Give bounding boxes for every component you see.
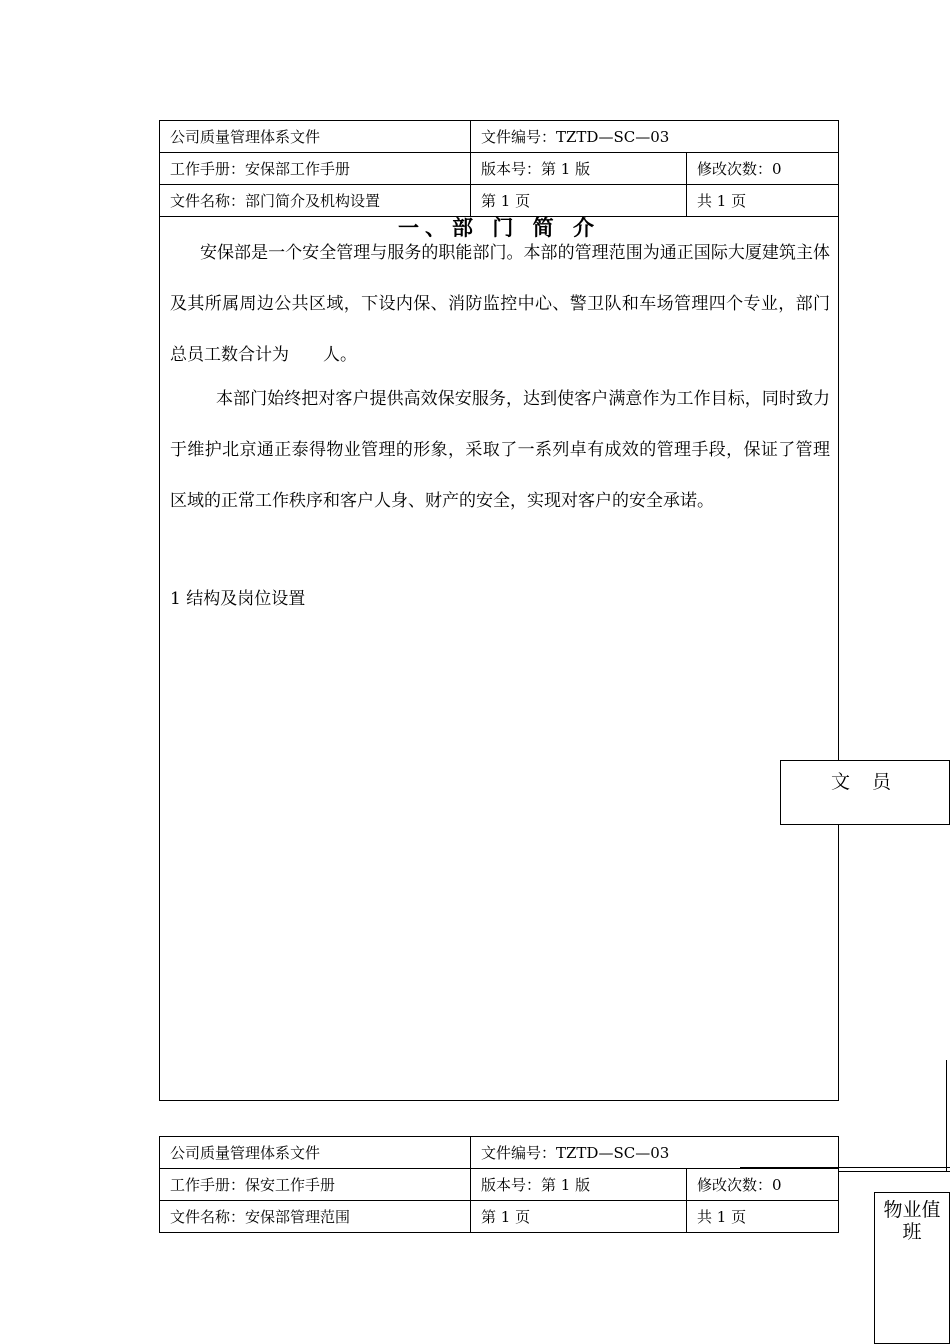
doc-number: 文件编号：TZTD—SC—03 [471, 121, 839, 153]
revision-count: 修改次数：0 [687, 1169, 839, 1201]
company-doc-label: 公司质量管理体系文件 [160, 121, 471, 153]
total-pages: 共 1 页 [687, 1201, 839, 1233]
version: 版本号：第 1 版 [471, 1169, 687, 1201]
org-box-property-duty-label: 物业值班 [883, 1199, 941, 1243]
revision-count: 修改次数：0 [687, 153, 839, 185]
structure-subheading: 1 结构及岗位设置 [170, 589, 306, 609]
doc-number: 文件编号：TZTD—SC—03 [471, 1137, 839, 1169]
version: 版本号：第 1 版 [471, 153, 687, 185]
org-box-property-duty [874, 1192, 950, 1344]
intro-paragraph-1: 安保部是一个安全管理与服务的职能部门。本部的管理范围为通正国际大厦建筑主体及其所属周边公共区域，下设内保、消防监控中心、警卫队和车场管理四个专业，部门总员工数合计为 人。 [170, 243, 830, 365]
section-title: 一、部 门 简 介 [398, 215, 600, 240]
org-connector-vertical [946, 1060, 947, 1172]
org-box-clerk [780, 760, 950, 825]
total-pages: 共 1 页 [687, 185, 839, 217]
file-name: 文件名称：安保部管理范围 [160, 1201, 471, 1233]
document-header-table [159, 120, 839, 217]
file-name: 文件名称：部门简介及机构设置 [160, 185, 471, 217]
page-number: 第 1 页 [471, 1201, 687, 1233]
page-number: 第 1 页 [471, 185, 687, 217]
document-header-table-2 [159, 1136, 839, 1233]
company-doc-label: 公司质量管理体系文件 [160, 1137, 471, 1169]
intro-paragraph-2: 本部门始终把对客户提供高效保安服务，达到使客户满意作为工作目标，同时致力于维护北京通正泰得物业管理的形象，采取了一系列卓有成效的管理手段，保证了管理区域的正常工作秩序和客户人身、财产的安全，实现对客户的安全承诺。 [170, 389, 830, 511]
org-connector-horizontal-2 [838, 1171, 950, 1172]
org-box-clerk-label: 文 员 [830, 771, 900, 793]
manual-name: 工作手册：安保部工作手册 [160, 153, 471, 185]
manual-name: 工作手册：保安工作手册 [160, 1169, 471, 1201]
content-frame [159, 215, 839, 1101]
